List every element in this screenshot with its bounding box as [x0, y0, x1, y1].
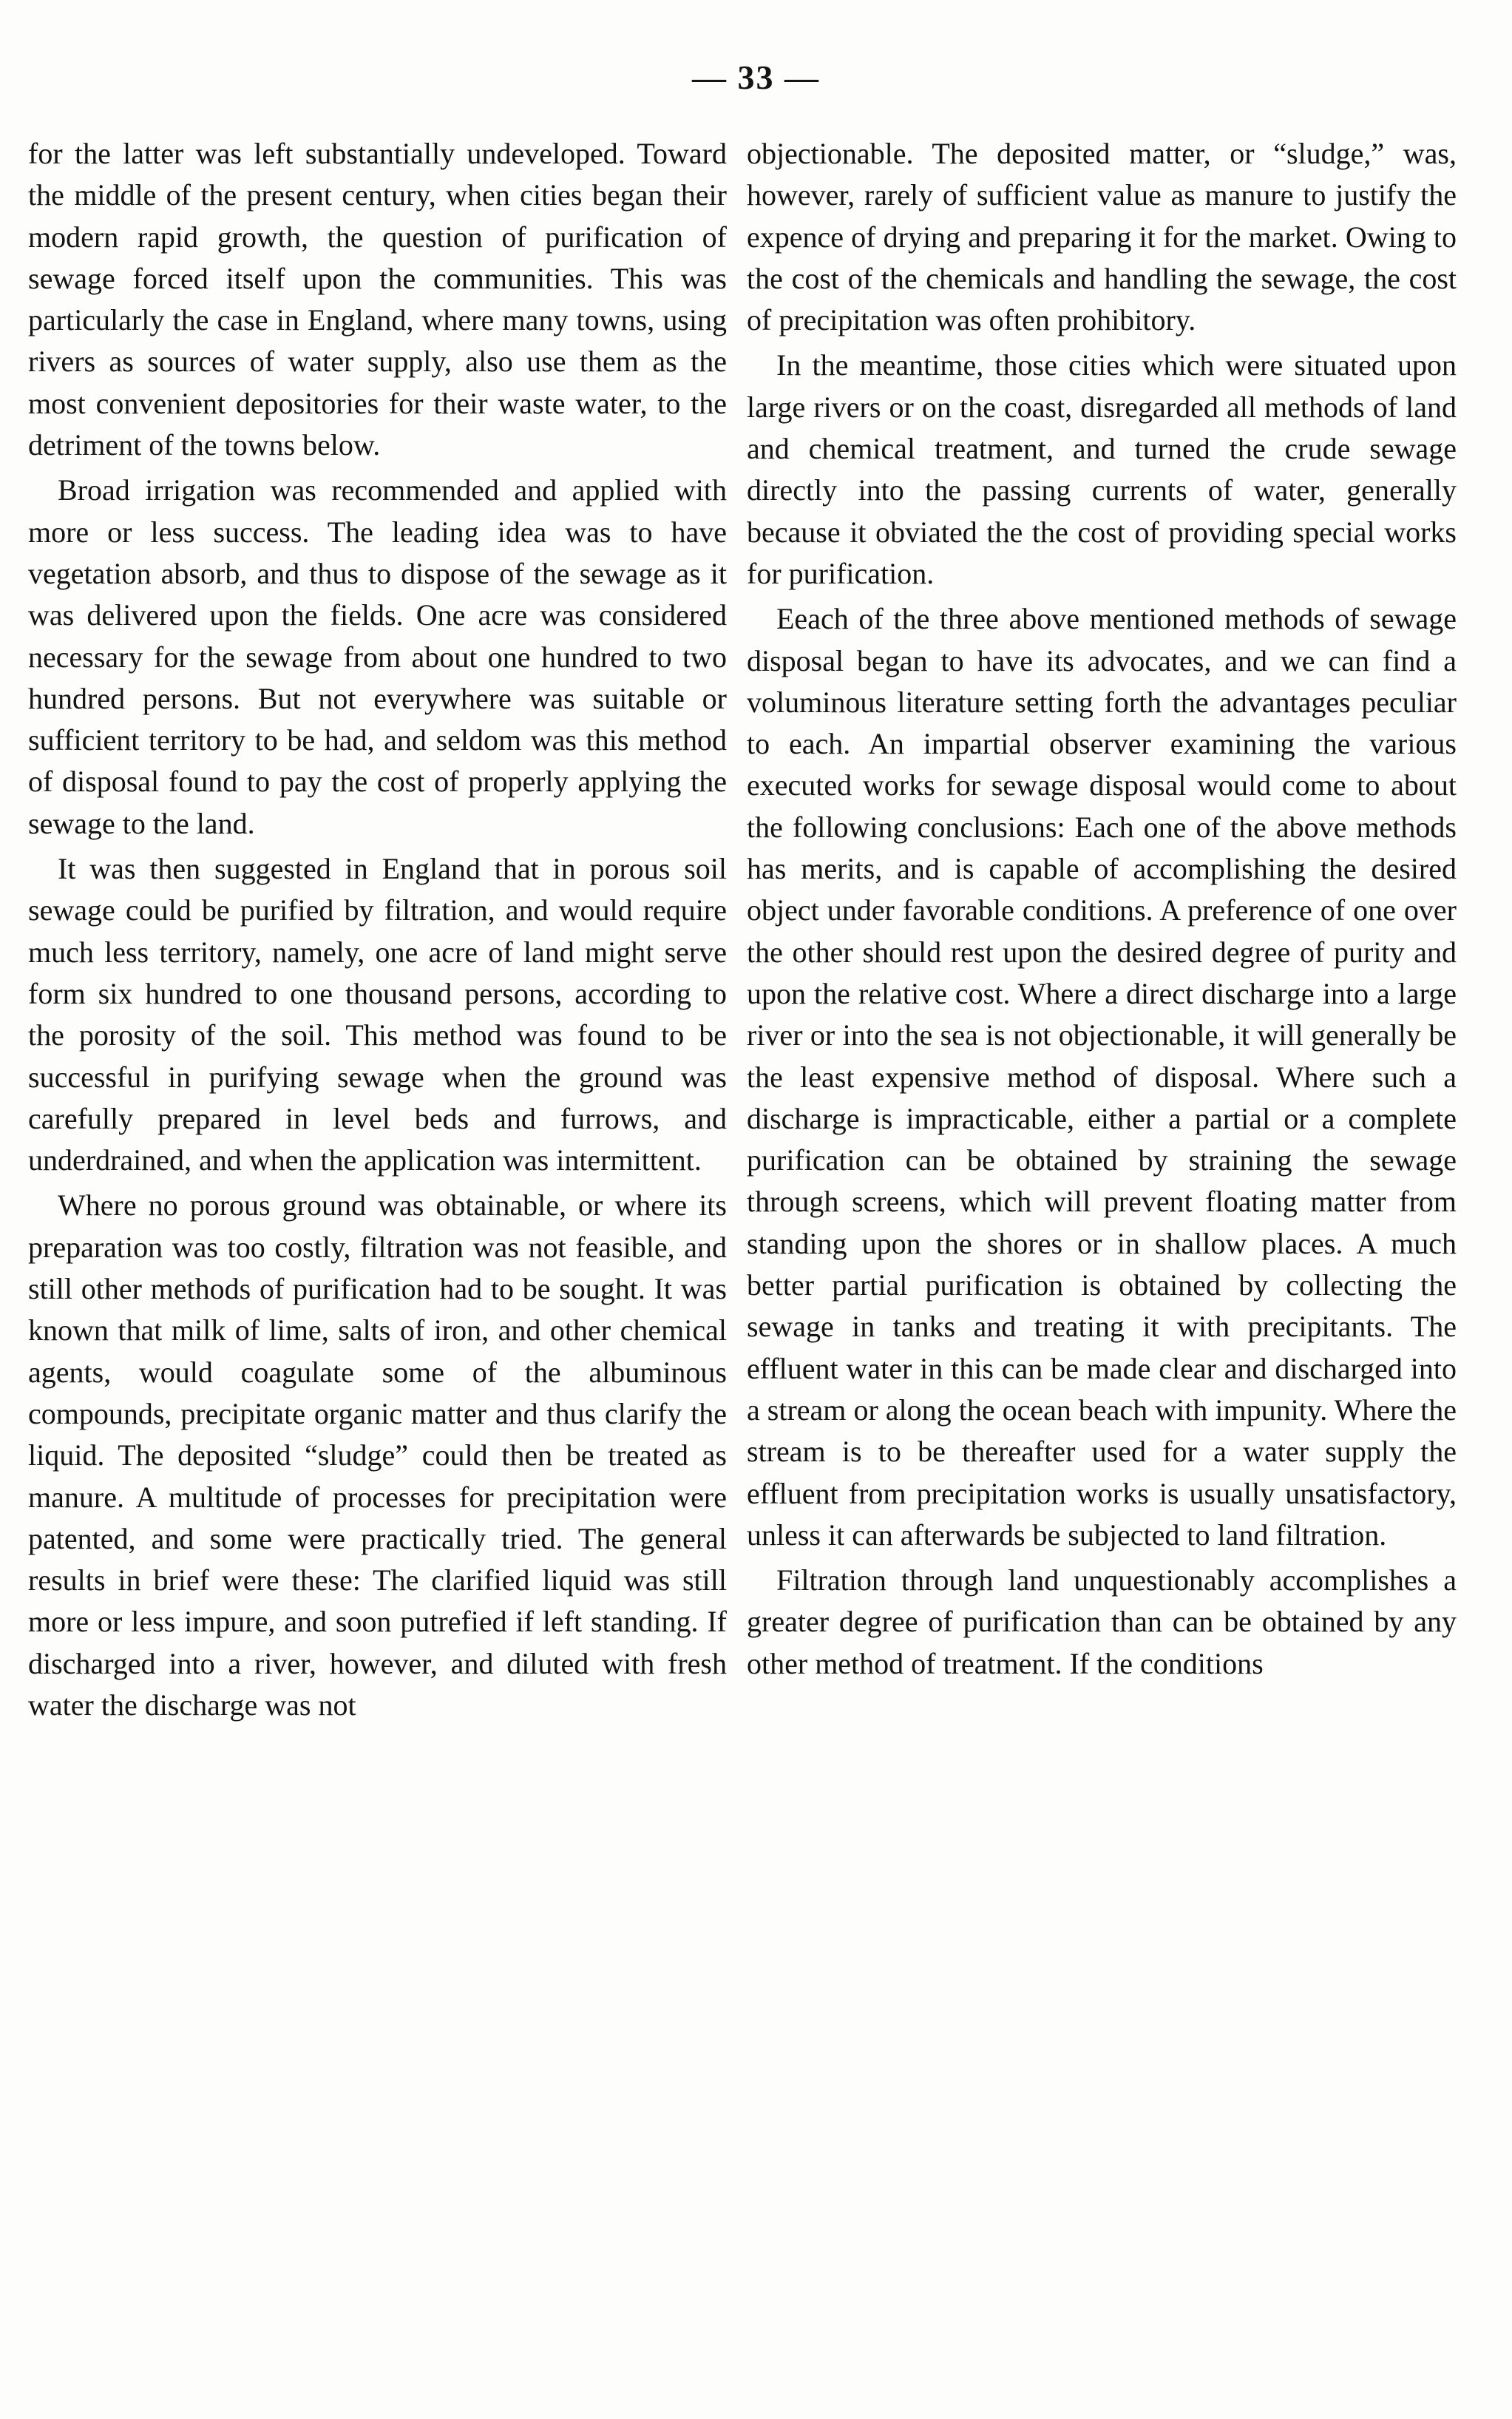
page-number: — 33 —	[692, 58, 820, 96]
paragraph: Eeach of the three above mentioned methods of sewage disposal began to have its advocates, and we can find a voluminous literature setting forth the advantages peculiar to each. An impartial observer examining the various executed works for sewage disposal would come to about the following conclusions: Each one of the above methods has merits, and is capable of accomplishing the desired object under favorable conditions. A preference of one over the other should rest upon the desired degree of purity and upon the relative cost. Where a direct discharge into a large river or into the sea is not objectionable, it will generally be the least expensive method of disposal. Where such a discharge is impracticable, either a partial or a complete purification can be obtained by straining the sewage through screens, which will prevent floating matter from standing upon the shores or in shallow places. A much better partial purification is obtained by collecting the sewage in tanks and treating it with precipitants. The effluent water in this can be made clear and discharged into a stream or along the ocean beach with impunity. Where the stream is to be thereafter used for a water supply the effluent from precipitation works is usually unsatisfactory, unless it can afterwards be subjected to land filtration.	[747, 602, 1457, 1552]
left-column	[28, 133, 727, 2366]
right-column	[747, 133, 1457, 2366]
paragraph: In the meantime, those cities which were situated upon large rivers or on the coast, disregarded all methods of land and chemical treatment, and turned the crude sewage directly into the passing currents of water, generally because it obviated the the cost of providing special works for purification.	[747, 348, 1457, 590]
paragraph: objectionable. The deposited matter, or “sludge,” was, however, rarely of sufficient value as manure to justify the expence of drying and preparing it for the market. Owing to the cost of the chemicals and handling the sewage, the cost of precipitation was often prohibitory.	[747, 137, 1457, 337]
paragraph: for the latter was left substantially undeveloped. Toward the middle of the present century, when cities began their modern rapid growth, the question of purification of sewage forced itself upon the communities. This was particularly the case in England, where many towns, using rivers as sources of water supply, also use them as the most convenient depositories for their waste water, to the detriment of the towns below.	[28, 137, 727, 462]
paragraph: It was then suggested in England that in porous soil sewage could be purified by filtration, and would require much less territory, namely, one acre of land might serve form six hundred to one thousand persons, according to the porosity of the soil. This method was found to be successful in purifying sewage when the ground was carefully prepared in level beds and furrows, and underdrained, and when the application was intermittent.	[28, 852, 727, 1177]
paragraph: Where no porous ground was obtainable, or where its preparation was too costly, filtration was not feasible, and still other methods of purification had to be sought. It was known that milk of lime, salts of iron, and other chemical agents, would coagulate some of the albuminous compounds, precipitate organic matter and thus clarify the liquid. The deposited “sludge” could then be treated as manure. A multitude of processes for precipitation were patented, and some were practically tried. The general results in brief were these: The clarified liquid was still more or less impure, and soon putrefied if left standing. If discharged into a river, however, and diluted with fresh water the discharge was not	[28, 1188, 727, 1722]
paragraph: Filtration through land unquestionably accomplishes a greater degree of purification than can be obtained by any other method of treatment. If the conditions	[747, 1563, 1457, 1680]
paragraph: Broad irrigation was recommended and applied with more or less success. The leading idea was to have vegetation absorb, and thus to dispose of the sewage as it was delivered upon the fields. One acre was considered necessary for the sewage from about one hundred to two hundred persons. But not everywhere was suitable or sufficient territory to be had, and seldom was this method of disposal found to pay the cost of properly applying the sewage to the land.	[28, 473, 727, 840]
